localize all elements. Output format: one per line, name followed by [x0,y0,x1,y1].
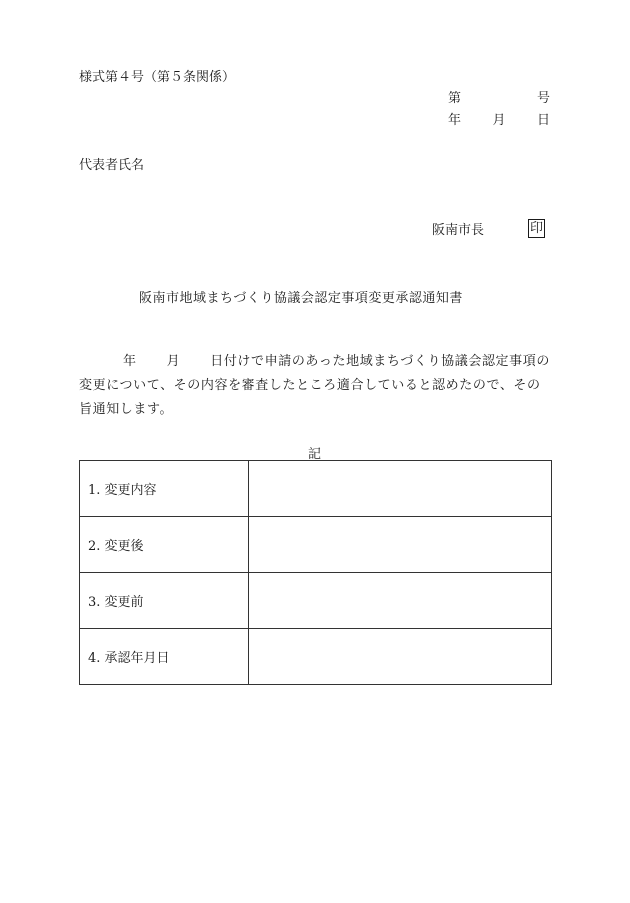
date-day: 日 [536,113,550,128]
row-value[interactable] [249,629,552,685]
body-text: 日付けで申請のあった地域まちづくり協議会認定事項の変更について、その内容を審査したところ適合していると認めたので、その旨通知します。 [79,354,550,417]
table-row [80,573,552,629]
row-label: 4. 承認年月日 [80,629,249,685]
ki-label: 記 [308,447,322,462]
row-label: 1. 変更内容 [80,461,249,517]
body-year: 年 [123,354,137,369]
issue-date [448,109,550,128]
reference-prefix: 第 [448,91,462,106]
row-value[interactable] [249,573,552,629]
seal-mark: 印 [530,221,544,236]
table-row [80,517,552,573]
issuer [432,219,545,238]
table-row [80,461,552,517]
details-table [79,460,552,685]
document-title: 阪南市地域まちづくり協議会認定事項変更承認通知書 [139,291,463,306]
date-month: 月 [492,113,506,128]
body-paragraph [79,350,551,422]
addressee: 代表者氏名 [79,158,145,173]
table-row [80,629,552,685]
reference-number [448,87,550,106]
issuer-name: 阪南市長 [432,223,485,238]
row-label: 2. 変更後 [80,517,249,573]
date-year: 年 [448,113,462,128]
body-month: 月 [166,354,181,369]
row-value[interactable] [249,461,552,517]
row-value[interactable] [249,517,552,573]
reference-suffix: 号 [536,91,550,106]
form-number: 様式第４号（第５条関係） [79,70,236,85]
row-label: 3. 変更前 [80,573,249,629]
